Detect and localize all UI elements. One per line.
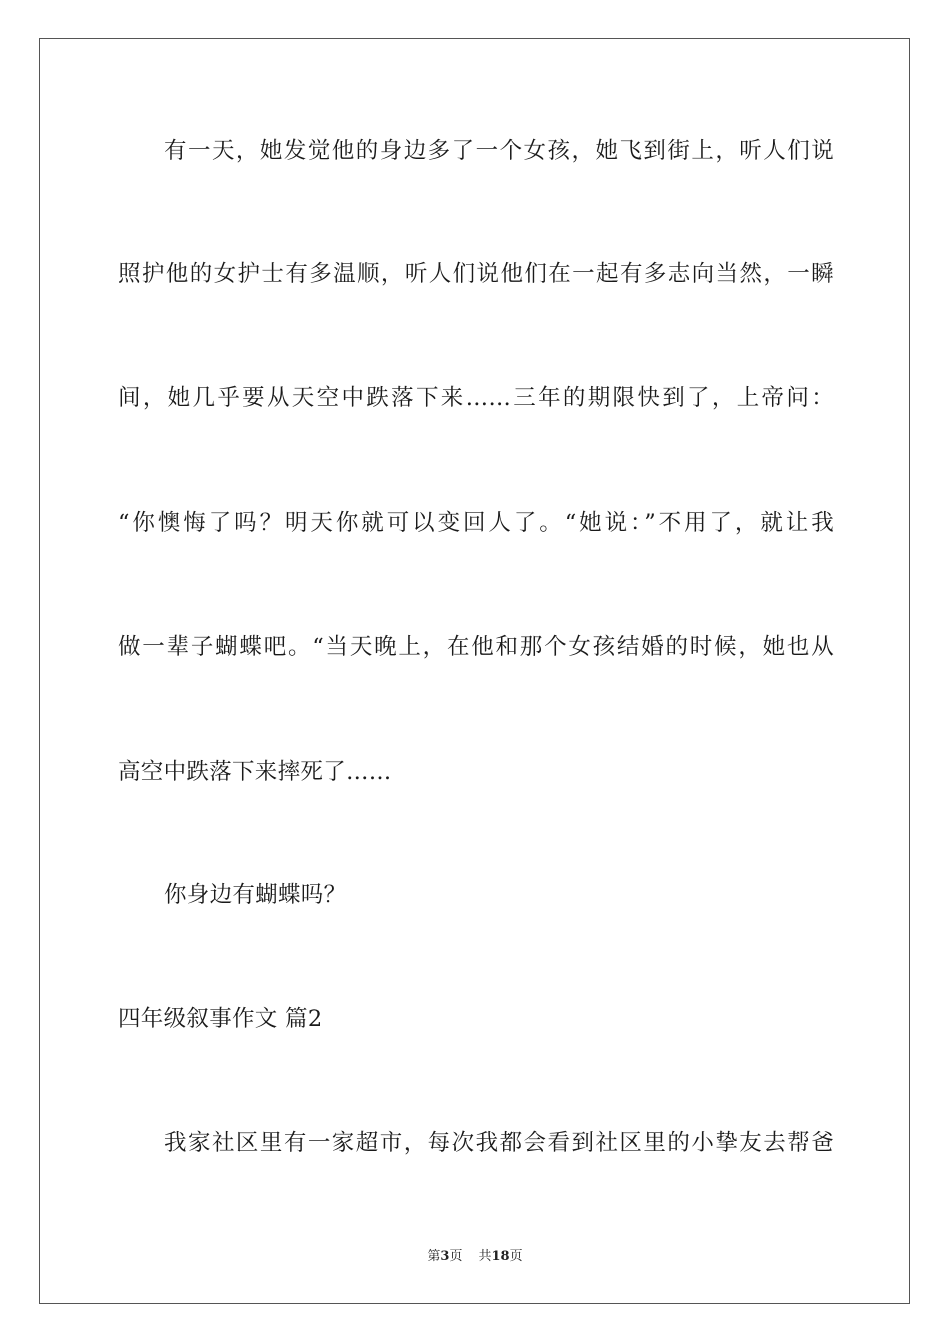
paragraph-question: 你身边有蝴蝶吗？ bbox=[164, 882, 347, 908]
footer-total-prefix: 共 bbox=[478, 1249, 492, 1264]
footer-page-suffix: 页 bbox=[449, 1249, 463, 1264]
paragraph-line-2: 照护他的女护士有多温顺，听人们说他们在一起有多志向当然，一瞬 bbox=[118, 261, 834, 287]
footer-total-suffix: 页 bbox=[509, 1249, 523, 1264]
paragraph-line-5: 做一辈子蝴蝶吧。“当天晚上，在他和那个女孩结婚的时候，她也从 bbox=[118, 634, 834, 660]
section-heading: 四年级叙事作文 篇2 bbox=[118, 1006, 323, 1032]
footer-page-prefix: 第 bbox=[427, 1249, 441, 1264]
footer-page-total: 18 bbox=[491, 1249, 510, 1264]
page-footer bbox=[0, 1248, 950, 1266]
paragraph-line-9: 我家社区里有一家超市，每次我都会看到社区里的小挚友去帮爸 bbox=[164, 1130, 834, 1156]
paragraph-line-4: “你懊悔了吗？明天你就可以变回人了。“她说：”不用了，就让我 bbox=[118, 510, 834, 536]
paragraph-line-6: 高空中跌落下来摔死了…… bbox=[118, 759, 392, 785]
paragraph-line-1: 有一天，她发觉他的身边多了一个女孩，她飞到街上，听人们说 bbox=[164, 138, 834, 164]
page-border bbox=[39, 38, 910, 1304]
paragraph-line-3: 间，她几乎要从天空中跌落下来……三年的期限快到了，上帝问： bbox=[118, 385, 834, 411]
footer-page-current: 3 bbox=[440, 1249, 450, 1264]
